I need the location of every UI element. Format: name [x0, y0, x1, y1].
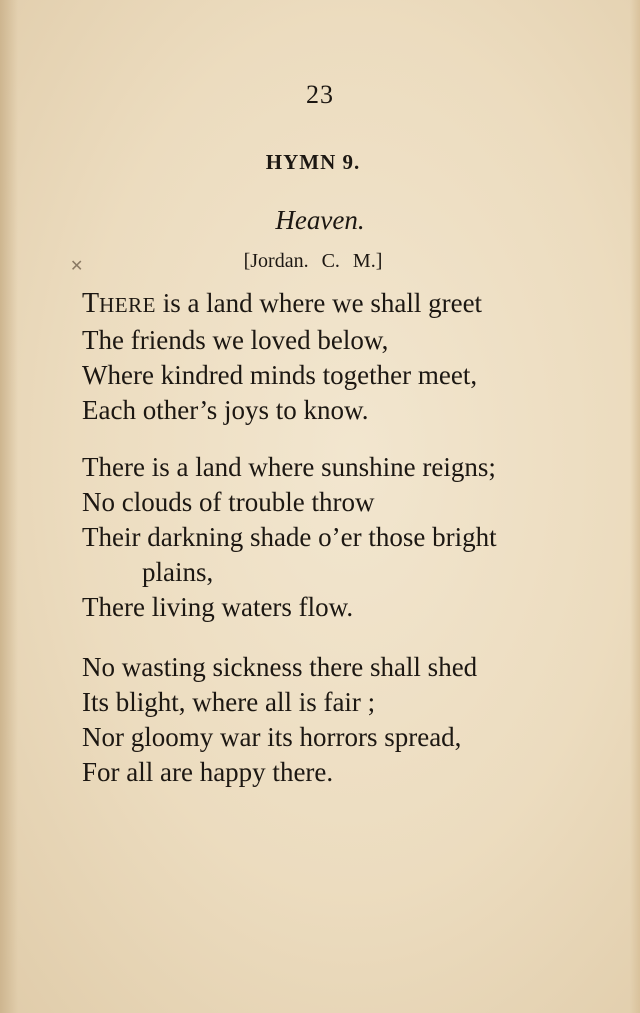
verse-3: [82, 650, 477, 790]
page-number: 23: [306, 80, 334, 109]
verse-line: No clouds of trouble throw: [82, 487, 375, 517]
verse-line: The friends we loved below,: [82, 325, 389, 355]
verse-line-text: is a land where we shall greet: [155, 288, 483, 318]
hymn-subject: Heaven.: [275, 205, 365, 235]
verse-2: [82, 450, 497, 625]
verse-line: No wasting sickness there shall shed: [82, 652, 478, 682]
verse-line: Nor gloomy war its horrors spread,: [82, 722, 462, 752]
hymn-title: HYMN 9.: [265, 150, 361, 174]
dropcap-first-letter: T: [82, 288, 100, 319]
verse-1: [82, 286, 482, 428]
dropcap-small-caps: HERE: [99, 293, 156, 317]
verse-line: There is a land where sunshine reigns;: [82, 452, 496, 482]
verse-line: [82, 286, 482, 323]
verse-line: Each other’s joys to know.: [82, 395, 369, 425]
verse-line: There living waters flow.: [82, 592, 354, 622]
pencil-mark-icon: ✕: [70, 258, 84, 275]
verse-line-continuation: plains,: [142, 557, 214, 587]
verse-line: Where kindred minds together meet,: [82, 360, 478, 390]
verse-line: Its blight, where all is fair ;: [82, 687, 376, 717]
verse-line: Their darkning shade o’er those bright: [82, 522, 497, 552]
verse-line: For all are happy there.: [82, 757, 334, 787]
hymn-meter: [Jordan. C. M.]: [243, 250, 383, 272]
